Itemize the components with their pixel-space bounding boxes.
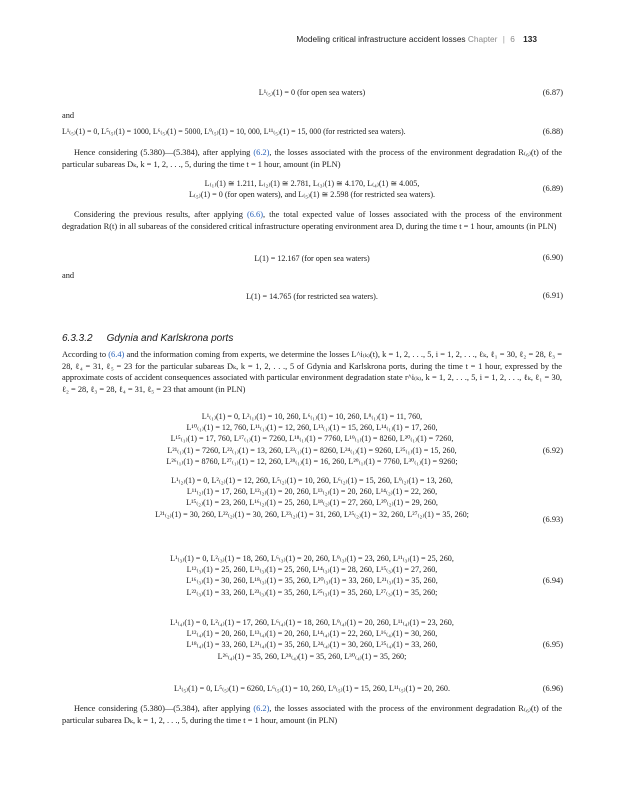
section-title: Gdynia and Karlskrona ports [106,333,234,344]
equation-row: L¹₍₂₎(1) = 0, L²₍₂₎(1) = 12, 260, L⁵₍₂₎(1) = 10, 260, L⁶₍₂₎(1) = 15, 260, L⁹₍₂₎(1) = 13, 260, [171,476,453,485]
equation-row: L¹¹₍₂₎(1) = 17, 260, L¹²₍₂₎(1) = 20, 260, L¹³₍₂₎(1) = 20, 260, L¹⁴₍₂₎(1) = 22, 260, [186,487,438,497]
equation-6-91 [62,291,562,302]
equation-row: L¹₍₅₎(1) = 0 (for open sea waters) [258,88,366,97]
equation-row: L¹₍₅₎(1) = 0, L⁵₍₅₎(1) = 1000, L⁶₍₅₎(1) = 5000, L⁹₍₅₎(1) = 10, 000, L¹¹₍₅₎(1) = 15, 000 (for restricted sea waters). [62,127,406,136]
equation-row: L¹²₍₃₎(1) = 25, 260, L¹³₍₃₎(1) = 25, 260, L¹⁴₍₃₎(1) = 28, 260, L¹⁵₍₃₎(1) = 27, 260, [186,565,438,575]
paragraph-text: , the losses associated with the process of the environment degradation R₍₆₎(t) of the particular subarea Dₖ, k = 1, 2, . . ., 5, during the time t = 1 hour, amount (in PLN) [62,704,563,725]
paragraph-text: , the total expected value of losses associated with the process of the environment degradation R(t) in all subareas of the considered critical infrastructure operating environment area D, during the time t = 1 hour, amounts (in PLN) [62,210,562,231]
equation-row: L¹⁵₍₁₎(1) = 17, 760, L¹⁷₍₁₎(1) = 7260, L¹⁸₍₁₎(1) = 7760, L¹⁹₍₁₎(1) = 8260, L²⁰₍₁₎(1) = 7260, [170,434,454,444]
equation-row: L(1) = 14.765 (for restricted sea waters). [246,292,378,301]
equation-6-96 [62,683,562,694]
equation-6-87 [62,87,562,98]
section-heading [62,333,233,344]
equation-row: L¹²₍₄₎(1) = 20, 260, L¹³₍₄₎(1) = 20, 260, L¹⁴₍₄₎(1) = 22, 260, L¹⁶₍₄₎(1) = 30, 260, [186,629,438,639]
equation-row: L¹⁸₍₄₎(1) = 33, 260, L²¹₍₄₎(1) = 35, 260, L²⁴₍₄₎(1) = 30, 260, L²⁵₍₄₎(1) = 33, 260, [186,640,438,650]
equation-number: (6.91) [542,291,563,300]
header-separator: | [502,34,505,44]
equation-row: L¹₍₃₎(1) = 0, L²₍₃₎(1) = 18, 260, L⁶₍₃₎(1) = 20, 260, L⁹₍₃₎(1) = 23, 260, L¹¹₍₃₎(1) = 25, 260, [170,554,454,563]
paragraph-text: According to [62,350,109,359]
equation-row: L²¹₍₁₎(1) = 7260, L²²₍₁₎(1) = 13, 260, L²³₍₁₎(1) = 8260, L²⁴₍₁₎(1) = 9260, L²⁵₍₁₎(1) = 15, 260, [167,445,457,455]
equation-row: L²²₍₃₎(1) = 33, 260, L²³₍₃₎(1) = 35, 260, L²⁵₍₃₎(1) = 35, 260, L²⁷₍₃₎(1) = 35, 260; [186,587,438,597]
equation-6-94 [62,553,562,598]
equation-6-95 [62,617,562,662]
paragraph [62,147,562,170]
chapter-number: 6 [510,34,515,44]
running-header [296,34,537,44]
equation-number: (6.87) [542,88,563,97]
equation-6-90 [62,253,562,264]
paragraph-text: and the information coming from experts, we determine the losses L^i₍ₖ₎(t), k = 1, 2, . . ., 5, i = 1, 2, . . ., ℓₖ, ℓ₁ = 30, ℓ₂ = 28, ℓ₃ = 28, ℓ₄ = 31, ℓ₅ = 23 for the particular subareas Dₖ, k = 1, 2, . . ., 5 of Gdynia and Karlskrona ports, during the time t = 1 hour, expressed by the approximate costs of accident consequences associated with particular environment degradation state r^i₍ₖ₎, k = 1, 2, . . ., 5, i = 1, 2, . . ., ℓₖ, ℓ₁ = 30, ℓ₂ = 28, ℓ₃ = 28, ℓ₄ = 31, ℓ₅ = 23 that amount (in PLN) [62,350,562,394]
equation-row: L₍₅₎(1) = 0 (for open waters), and L₍₅₎(1) ≅ 2.598 (for restricted sea waters). [188,190,436,200]
equation-row: L²⁶₍₁₎(1) = 8760, L²⁷₍₁₎(1) = 12, 260, L²⁸₍₁₎(1) = 16, 260, L²⁹₍₁₎(1) = 7760, L³⁰₍₁₎(1) = 9260; [166,456,458,466]
paragraph-text: Considering the previous results, after applying [74,210,247,219]
equation-row: L¹⁰₍₁₎(1) = 12, 760, L¹¹₍₁₎(1) = 12, 260, L¹³₍₁₎(1) = 15, 260, L¹⁴₍₁₎(1) = 17, 260, [186,423,438,433]
equation-number: (6.96) [542,684,563,693]
running-title: Modeling critical infrastructure accident losses [296,34,466,44]
connector-text: and [62,271,75,280]
equation-row: L¹₍₅₎(1) = 0, L⁵₍₅₎(1) = 6260, L⁶₍₅₎(1) = 10, 260, L⁹₍₅₎(1) = 15, 260, L¹¹₍₅₎(1) = 20, 260. [174,684,450,693]
equation-row: L₍₁₎(1) ≅ 1.211, L₍₂₎(1) ≅ 2.781, L₍₃₎(1) ≅ 4.170, L₍₄₎(1) ≅ 4.005, [204,179,420,188]
equation-6-92 [62,411,562,467]
equation-row: L¹₍₄₎(1) = 0, L²₍₄₎(1) = 17, 260, L⁶₍₄₎(1) = 18, 260, L⁹₍₄₎(1) = 20, 260, L¹¹₍₄₎(1) = 23, 260, [170,618,454,627]
paragraph-text: , the losses associated with the process of the environment degradation R₍₆₎(t) of the particular subareas Dₖ, k = 1, 2, . . ., 5, during the time t = 1 hour, amount (in PLN) [62,148,563,169]
equation-number: (6.92) [542,446,563,455]
equation-number: (6.95) [542,640,563,649]
equation-row: L²⁶₍₄₎(1) = 35, 260, L²⁸₍₄₎(1) = 35, 260, L³⁰₍₄₎(1) = 35, 260; [217,651,407,661]
equation-6-88 [62,126,532,137]
equation-6-89 [62,178,562,200]
paragraph-text: Hence considering (5.380)—(5.384), after applying [74,148,254,157]
page-number: 133 [523,34,537,44]
paragraph [62,349,562,395]
equation-number: (6.94) [542,576,563,585]
equation-number: (6.88) [542,127,563,136]
equation-number: (6.90) [542,253,563,262]
equation-row: L¹₍₁₎(1) = 0, L²₍₁₎(1) = 10, 260, L⁶₍₁₎(1) = 10, 260, L⁸₍₁₎(1) = 11, 760, [201,412,423,421]
equation-row: L²¹₍₂₎(1) = 30, 260, L²²₍₂₎(1) = 30, 260, L²³₍₂₎(1) = 31, 260, L²⁵₍₂₎(1) = 32, 260, L²⁷₍₂₎(1) = 35, 260; [155,509,469,519]
equation-row: L¹⁶₍₃₎(1) = 30, 260, L¹⁸₍₃₎(1) = 35, 260, L²⁰₍₃₎(1) = 33, 260, L²¹₍₃₎(1) = 35, 260, [186,576,438,586]
paragraph [62,703,562,726]
paragraph [62,209,562,232]
equation-link[interactable]: (6.4) [108,350,125,359]
equation-link[interactable]: (6.2) [253,148,270,157]
equation-6-93 [62,475,562,520]
section-number: 6.3.3.2 [62,333,93,344]
equation-row: L¹⁵₍₂₎(1) = 23, 260, L¹⁶₍₂₎(1) = 25, 260, L¹⁸₍₂₎(1) = 27, 260, L²⁰₍₂₎(1) = 29, 260, [186,498,438,508]
paragraph-text: Hence considering (5.380)—(5.384), after applying [74,704,254,713]
equation-number: (6.89) [542,184,563,193]
chapter-label: Chapter [467,34,498,44]
equation-link[interactable]: (6.2) [253,704,270,713]
equation-link[interactable]: (6.6) [246,210,263,219]
connector-text: and [62,111,75,120]
equation-number: (6.93) [542,515,563,524]
equation-row: L(1) = 12.167 (for open sea waters) [254,254,370,263]
